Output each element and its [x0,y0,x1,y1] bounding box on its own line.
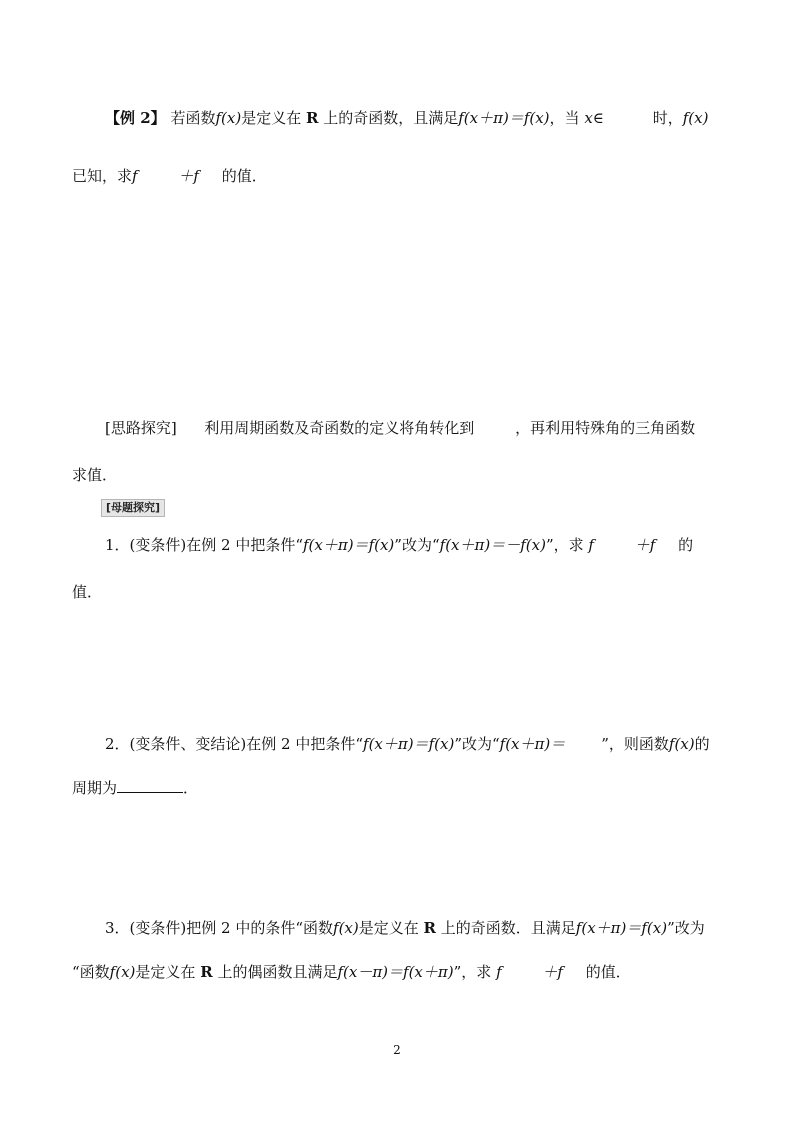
text: ”，求 [453,963,492,981]
text: ． [183,779,199,797]
text: (变条件、变结论)在例 2 中把条件“ [129,735,364,753]
math-fx: f(x) [215,109,242,127]
text: 求值． [72,466,118,484]
answer-blank[interactable] [117,778,183,793]
math-plus-f: ＋f [178,167,199,185]
text: 是定义在 [135,963,196,981]
text: 上的偶函数且满足 [217,963,338,981]
example-2-label: 【例 2】 [105,109,166,127]
text: 已知，求 [72,167,133,185]
math-f: f [496,963,502,981]
math-R: R [305,109,319,127]
text: (变条件)在例 2 中把条件“ [129,536,303,554]
thinking-line-2 [72,465,724,485]
math-condition: f(x＋π)＝f(x) [363,735,455,753]
math-plus-f: ＋f [542,963,563,981]
math-condition: f(x＋π)＝f(x) [458,109,550,127]
math-fx: f(x) [668,735,695,753]
question-1-line-1 [105,535,725,555]
text: 时， [652,109,683,127]
text: ，当 [549,109,580,127]
math-plus-f: ＋f [634,536,656,554]
question-3-line-1 [105,918,725,938]
math-fx: f(x) [333,919,359,937]
math-fx: f(x) [682,109,709,127]
section-tag-mother-problem: [母题探究] [101,499,165,517]
question-number: 1． [105,536,130,554]
math-f: f [132,167,138,185]
text: ，再利用特殊角的三角函数 [515,419,696,437]
text: ”，则函数 [601,735,669,753]
text: 值． [72,583,103,601]
text: 周期为 [72,779,118,797]
question-1-line-2 [72,582,724,602]
math-condition: f(x－π)＝f(x＋π) [337,963,454,981]
question-2-line-2 [72,778,724,798]
question-3-line-2 [72,962,724,982]
math-condition: f(x＋π)＝－f(x) [439,536,546,554]
text: 若函数 [170,109,216,127]
page-number: 2 [393,1043,401,1057]
text: ”改为“ [394,536,440,554]
math-R: R [423,919,436,937]
text: 是定义在 [358,919,419,937]
math-f: f [588,536,594,554]
text: 的 [678,536,694,554]
math-condition: f(x＋π)＝ [499,735,566,753]
text: 上的奇函数．且满足 [440,919,576,937]
math-x-in: x∈ [584,109,604,127]
example-2-line-1 [105,108,725,128]
question-number: 3． [105,919,130,937]
text: “函数 [72,963,110,981]
thinking-line-1 [105,418,725,438]
text: ”改为 [667,919,705,937]
thinking-label: [思路探究] [105,419,177,437]
text: (变条件)把例 2 中的条件“函数 [129,919,334,937]
text: 是定义在 [241,109,302,127]
text: 的值． [585,963,631,981]
math-R: R [200,963,213,981]
math-condition: f(x＋π)＝f(x) [575,919,668,937]
text: ”改为“ [454,735,500,753]
text: 的 [694,735,710,753]
question-2-line-1 [105,734,725,754]
text: 上的奇函数，且满足 [323,109,459,127]
text: 利用周期函数及奇函数的定义将角转化到 [204,419,475,437]
math-fx: f(x) [109,963,136,981]
text: ”，求 [545,536,584,554]
text: 的值． [221,167,267,185]
math-condition: f(x＋π)＝f(x) [303,536,395,554]
example-2-line-2 [72,166,724,186]
question-number: 2． [105,735,130,753]
